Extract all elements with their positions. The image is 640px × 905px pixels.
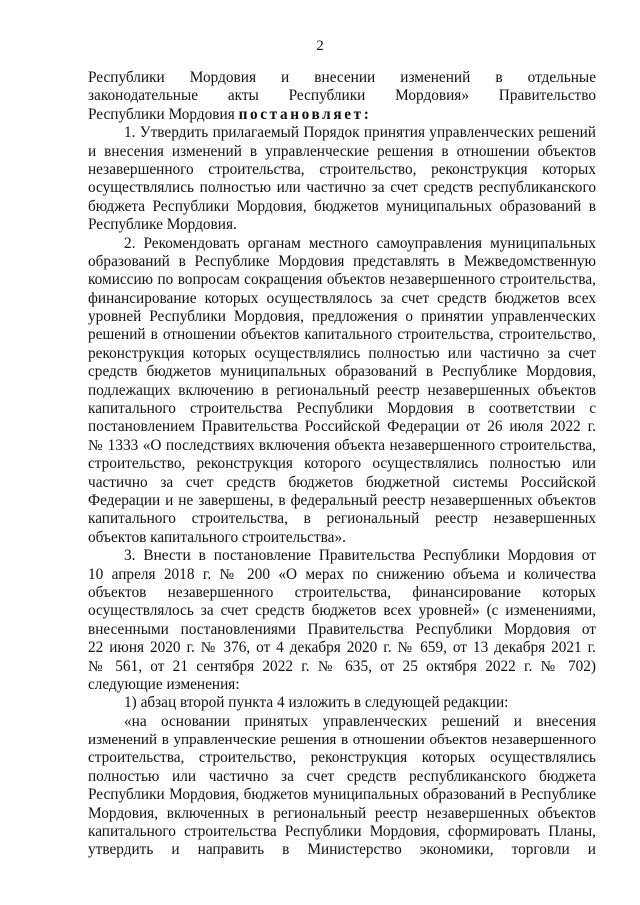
paragraph-3-line: 22 июня 2020 г. № 376, от 4 декабря 2020 г. № 659, от 13 декабря 2021 г. xyxy=(88,639,596,657)
paragraph-2-line: капитального строительства, в региональный реестр незавершенных xyxy=(88,510,596,528)
text-line: Республики Мордовия и внесении изменений в отдельные xyxy=(88,69,596,86)
paragraph-3-line: осуществлялось за счет средств бюджетов всех уровней» (с изменениями, xyxy=(88,602,596,620)
page-number: 2 xyxy=(316,38,324,54)
paragraph-2-line: частично за счет средств бюджетов бюджетной системы Российской xyxy=(88,473,596,491)
document-body xyxy=(88,69,596,860)
paragraph-3-line: 3. Внести в постановление Правительства Республики Мордовия от xyxy=(124,547,596,565)
quote-line: утвердить и направить в Министерство экономики, торговли и xyxy=(88,841,596,859)
quote-line: Мордовия, включенных в региональный реестр незавершенных объектов xyxy=(88,804,596,822)
paragraph-2-line: подлежащих включению в региональный реестр незавершенных объектов xyxy=(88,381,596,399)
paragraph-2-line: капитального строительства Республики Мордовия в соответствии с xyxy=(88,400,596,418)
paragraph-3-line: объектов незавершенного строительства, финансирование которых xyxy=(88,583,596,601)
quote-line: капитального строительства Республики Мордовия, сформировать Планы, xyxy=(88,823,596,841)
paragraph-2-line: решений в отношении объектов капитального строительства, строительство, xyxy=(88,326,596,344)
paragraph-2-line: образований в Республике Мордовия представлять в Межведомственную xyxy=(88,252,596,270)
quote-line: «на основании принятых управленческих решений и внесения xyxy=(124,712,596,730)
paragraph-2-line: реконструкция которых осуществлялись полностью или частично за счет xyxy=(88,344,596,362)
paragraph-2-line: 2. Рекомендовать органам местного самоуправления муниципальных xyxy=(124,234,596,252)
paragraph-1-line: незавершенного строительства, строительство, реконструкция которых xyxy=(88,160,596,178)
quote-line: полностью или частично за счет средств республиканского бюджета xyxy=(88,767,596,785)
paragraph-2-line: Федерации и не завершены, в федеральный реестр незавершенных объектов xyxy=(88,491,596,509)
quote-line: изменений в управленческие решения в отношении объектов незавершенного xyxy=(88,732,596,749)
text-line-decree xyxy=(88,106,596,124)
decree-word: постановляет xyxy=(238,105,364,123)
text-line: законодательные акты Республики Мордовия» Правительство xyxy=(88,87,596,105)
paragraph-2-line: финансирование которых осуществлялось за счет средств бюджетов всех xyxy=(88,289,596,307)
paragraph-2-line: № 1333 «О последствиях включения объекта незавершенного строительства, xyxy=(88,436,596,454)
paragraph-1-line: бюджета Республики Мордовия, бюджетов муниципальных образований в xyxy=(88,197,596,215)
subitem-1-line: 1) абзац второй пункта 4 изложить в следующей редакции: xyxy=(124,694,509,712)
paragraph-3-line: 10 апреля 2018 г. № 200 «О мерах по снижению объема и количества xyxy=(88,565,596,583)
paragraph-1-line: и внесения изменений в управленческие решения в отношении объектов xyxy=(88,142,596,160)
paragraph-3-line: № 561, от 21 сентября 2022 г. № 635, от 25 октября 2022 г. № 702) xyxy=(88,657,596,675)
paragraph-2-line: комиссию по вопросам сокращения объектов незавершенного строительства, xyxy=(88,271,596,289)
paragraph-3-line: следующие изменения: xyxy=(88,675,240,693)
quote-line: строительства, строительство, реконструкция которых осуществлялись xyxy=(88,749,596,767)
paragraph-2-line: строительство, реконструкция которого осуществлялись полностью или xyxy=(88,455,596,473)
paragraph-1-line: 1. Утвердить прилагаемый Порядок принятия управленческих решений xyxy=(124,124,596,142)
text-line: Республики Мордовия xyxy=(88,105,235,123)
decree-colon: : xyxy=(363,105,369,123)
paragraph-2-line: постановлением Правительства Российской Федерации от 26 июля 2022 г. xyxy=(88,418,596,436)
paragraph-1-line: Республике Мордовия. xyxy=(88,216,237,234)
quote-line: Республики Мордовия, бюджетов муниципальных образований в Республике xyxy=(88,786,596,804)
paragraph-2-line: уровней Республики Мордовия, предложения о принятии управленческих xyxy=(88,308,596,326)
paragraph-3-line: внесенными постановлениями Правительства Республики Мордовия от xyxy=(88,620,596,638)
paragraph-1-line: осуществлялись полностью или частично за счет средств республиканского xyxy=(88,179,596,197)
paragraph-2-line: объектов капитального строительства». xyxy=(88,528,346,546)
paragraph-2-line: средств бюджетов муниципальных образований в Республике Мордовия, xyxy=(88,363,596,381)
